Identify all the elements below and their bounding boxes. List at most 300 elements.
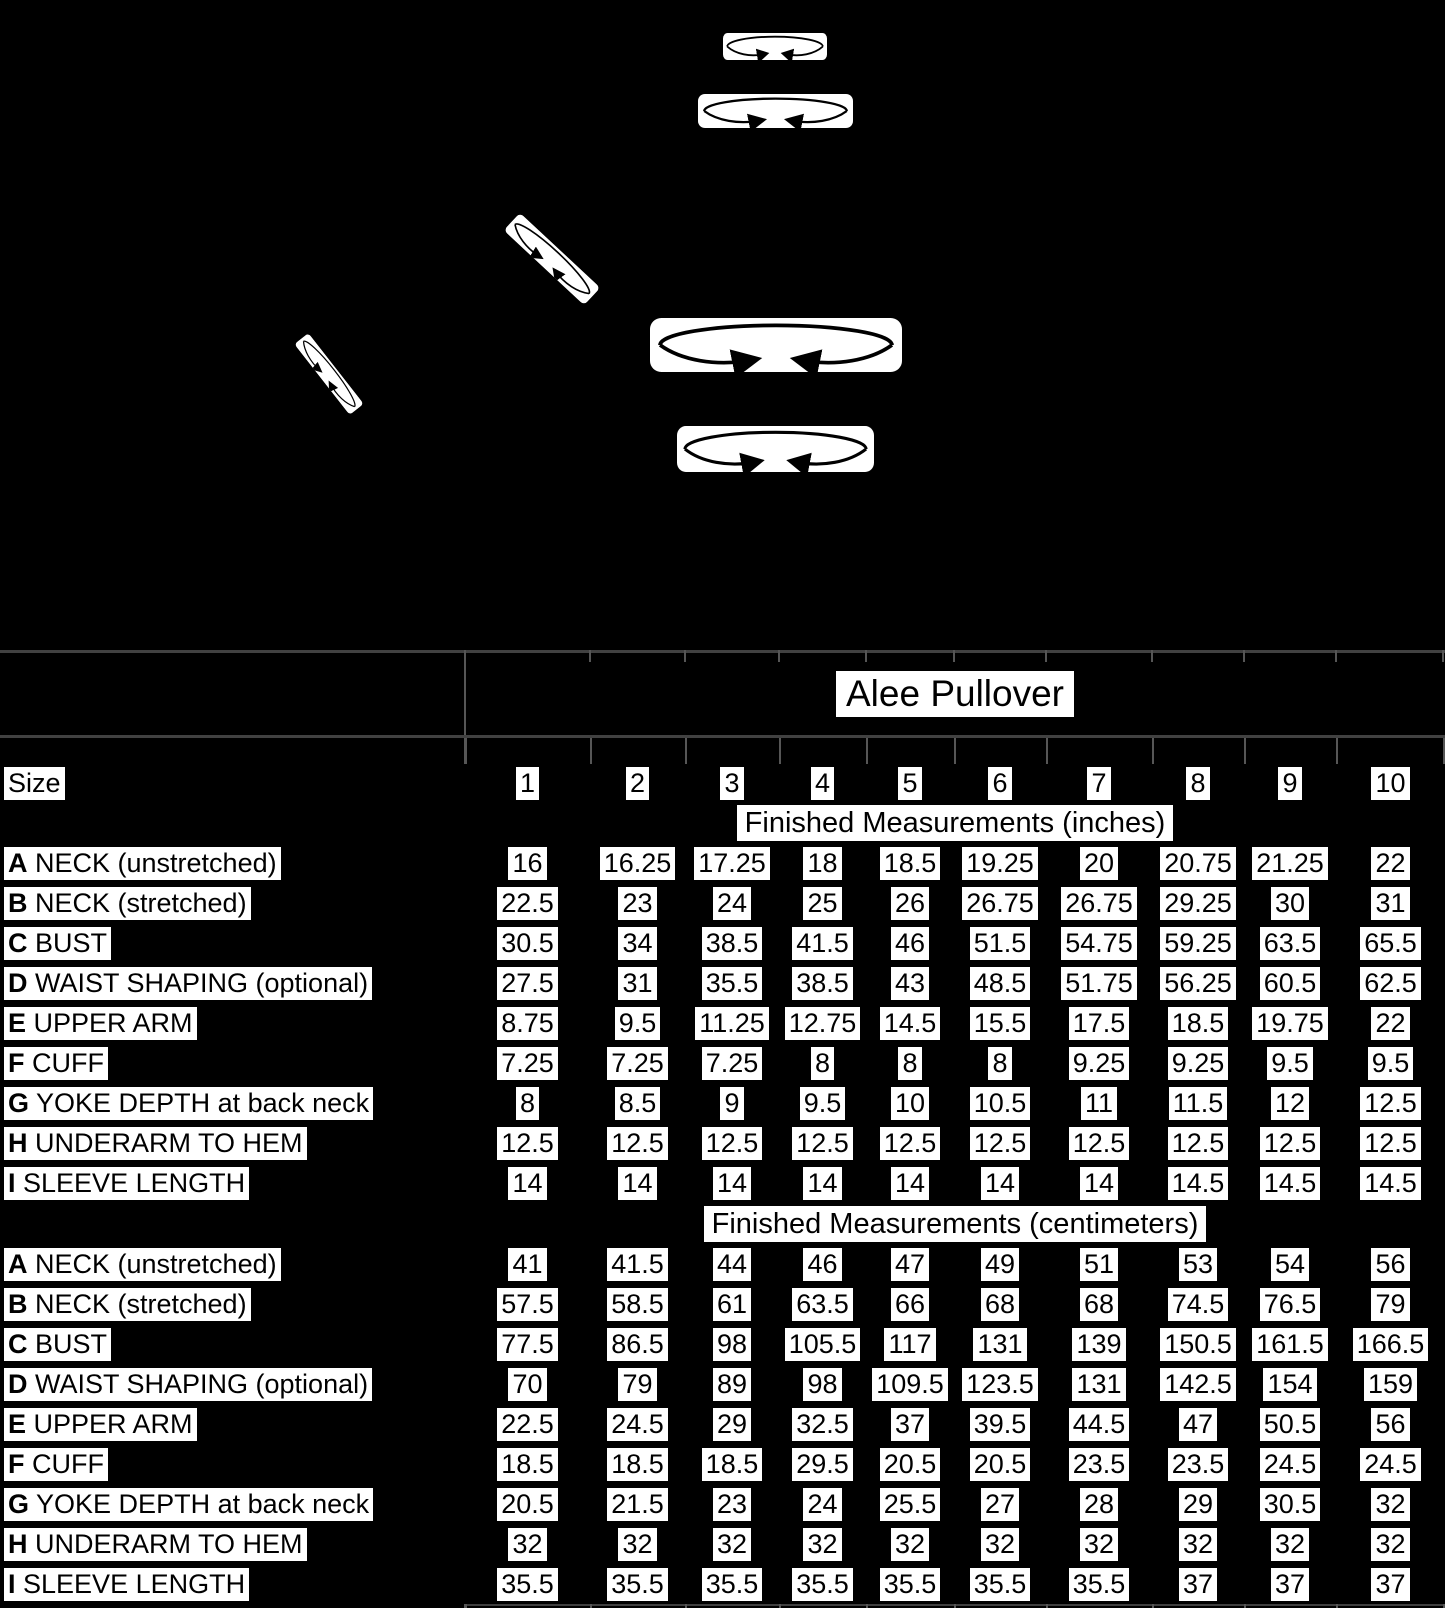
size-label-cell — [0, 767, 465, 800]
measurement-value: 57.5 — [497, 1288, 558, 1321]
measurement-label-cell — [0, 1047, 465, 1080]
measurement-label-cell — [0, 847, 465, 880]
size-header-row — [0, 764, 1445, 802]
measurement-value: 58.5 — [607, 1288, 668, 1321]
measurement-value-cell — [685, 847, 779, 880]
measurement-value-cell — [1152, 967, 1244, 1000]
measurement-value: 12.75 — [785, 1007, 861, 1040]
measurement-row — [0, 843, 1445, 883]
measurement-value: 48.5 — [970, 967, 1031, 1000]
measurement-value-cell — [1244, 1528, 1336, 1561]
measurement-value: 161.5 — [1252, 1328, 1328, 1361]
measurement-value-cell — [1046, 1528, 1152, 1561]
measurement-value: 14 — [891, 1167, 929, 1200]
measurement-label: A NECK (unstretched) — [4, 1248, 281, 1281]
measurement-value-cell — [866, 1408, 954, 1441]
measurement-value: 8.75 — [497, 1007, 558, 1040]
measurement-value-cell — [954, 1288, 1046, 1321]
size-value: 10 — [1371, 767, 1409, 800]
measurement-value-cell — [954, 1408, 1046, 1441]
column-tick — [1046, 1604, 1048, 1608]
measurement-row — [0, 1324, 1445, 1364]
measurement-value: 16 — [508, 847, 546, 880]
measurement-value-cell — [866, 1528, 954, 1561]
measurement-value: 35.5 — [607, 1568, 668, 1601]
section-heading: Finished Measurements (inches) — [737, 805, 1174, 841]
measurement-value-cell — [866, 847, 954, 880]
column-tick — [866, 738, 868, 764]
measurement-value: 166.5 — [1353, 1328, 1429, 1361]
measurement-label: H UNDERARM TO HEM — [4, 1528, 307, 1561]
measurement-value: 12.5 — [607, 1127, 668, 1160]
measurement-label: E UPPER ARM — [4, 1408, 197, 1441]
measurement-value: 18 — [803, 847, 841, 880]
measurement-value-cell — [685, 1087, 779, 1120]
measurement-value-cell — [866, 1328, 954, 1361]
measurement-value: 32 — [803, 1528, 841, 1561]
measurement-value-cell — [685, 1248, 779, 1281]
measurement-value-cell — [1336, 847, 1445, 880]
measurement-value: 12.5 — [880, 1127, 941, 1160]
measurement-value-cell — [1336, 1488, 1445, 1521]
measurement-value-cell — [685, 1408, 779, 1441]
measurement-value-cell — [590, 887, 685, 920]
measurement-value-cell — [1244, 1368, 1336, 1401]
circumference-arrow-icon — [698, 94, 853, 128]
measurement-value: 98 — [803, 1368, 841, 1401]
measurement-value: 79 — [618, 1368, 656, 1401]
measurement-value: 31 — [618, 967, 656, 1000]
measurement-value: 37 — [1271, 1568, 1309, 1601]
measurement-value: 76.5 — [1260, 1288, 1321, 1321]
measurement-value-cell — [954, 1167, 1046, 1200]
measurement-value: 11 — [1081, 1087, 1117, 1120]
measurement-value: 24 — [803, 1488, 841, 1521]
measurement-value-cell — [779, 1408, 866, 1441]
measurement-value-cell — [685, 1568, 779, 1601]
measurement-value: 41 — [508, 1248, 546, 1281]
measurement-value-cell — [779, 887, 866, 920]
upper-arm-circumference-indicator — [504, 213, 601, 306]
measurement-value: 86.5 — [607, 1328, 668, 1361]
measurement-value-cell — [1336, 887, 1445, 920]
measurement-label: D WAIST SHAPING (optional) — [4, 967, 372, 1000]
measurement-label: H UNDERARM TO HEM — [4, 1127, 307, 1160]
measurement-value: 35.5 — [880, 1568, 941, 1601]
measurement-value: 10 — [891, 1087, 929, 1120]
measurement-value-cell — [954, 1328, 1046, 1361]
measurement-value: 26.75 — [962, 887, 1038, 920]
measurement-value-cell — [779, 1568, 866, 1601]
measurement-value-cell — [590, 847, 685, 880]
measurement-value-cell — [1152, 927, 1244, 960]
measurement-value-cell — [465, 1488, 590, 1521]
measurement-value: 22.5 — [497, 1408, 558, 1441]
measurement-label-cell — [0, 1007, 465, 1040]
measurement-value: 43 — [891, 967, 929, 1000]
measurement-value: 47 — [891, 1248, 929, 1281]
measurement-value-cell — [1336, 1568, 1445, 1601]
column-tick-row — [0, 738, 1445, 764]
measurement-value-cell — [1336, 1007, 1445, 1040]
measurement-value-cell — [1046, 1288, 1152, 1321]
measurement-value-cell — [465, 1448, 590, 1481]
section-heading: Finished Measurements (centimeters) — [704, 1206, 1207, 1242]
measurement-value: 25 — [803, 887, 841, 920]
measurement-value: 30.5 — [1260, 1488, 1321, 1521]
measurement-value-cell — [1046, 967, 1152, 1000]
measurement-value: 68 — [981, 1288, 1019, 1321]
measurement-value-cell — [1336, 1288, 1445, 1321]
measurement-value: 35.5 — [497, 1568, 558, 1601]
measurement-value: 32.5 — [792, 1408, 853, 1441]
measurement-label-cell — [0, 1288, 465, 1321]
measurement-value-cell — [465, 1328, 590, 1361]
measurement-value-cell — [1152, 1288, 1244, 1321]
measurement-value: 32 — [1179, 1528, 1217, 1561]
measurement-value-cell — [1244, 1328, 1336, 1361]
size-value-cell — [954, 767, 1046, 800]
measurement-value: 12 — [1271, 1087, 1309, 1120]
measurement-value-cell — [1152, 1127, 1244, 1160]
measurement-label: E UPPER ARM — [4, 1007, 197, 1040]
measurement-value-cell — [1244, 1007, 1336, 1040]
measurement-value: 159 — [1364, 1368, 1417, 1401]
measurement-value: 49 — [981, 1248, 1019, 1281]
measurement-value: 9 — [720, 1087, 743, 1120]
measurement-value-cell — [1152, 1007, 1244, 1040]
measurement-value-cell — [954, 1488, 1046, 1521]
measurement-row — [0, 1123, 1445, 1163]
measurement-label-cell — [0, 1568, 465, 1601]
measurement-value-cell — [465, 1368, 590, 1401]
measurement-value-cell — [685, 1328, 779, 1361]
measurement-value-cell — [954, 1568, 1046, 1601]
measurement-value-cell — [465, 1047, 590, 1080]
measurement-row — [0, 1083, 1445, 1123]
measurement-value-cell — [1046, 847, 1152, 880]
measurement-value: 32 — [891, 1528, 929, 1561]
measurement-value-cell — [866, 1007, 954, 1040]
measurement-value: 19.25 — [962, 847, 1038, 880]
measurement-value-cell — [1336, 1368, 1445, 1401]
measurement-value-cell — [1244, 1087, 1336, 1120]
column-tick — [865, 650, 867, 662]
measurement-value: 37 — [1179, 1568, 1217, 1601]
measurement-value-cell — [1244, 1127, 1336, 1160]
measurement-value-cell — [779, 1448, 866, 1481]
measurement-value: 29.25 — [1160, 887, 1236, 920]
measurement-value-cell — [590, 927, 685, 960]
measurement-value: 14 — [713, 1167, 751, 1200]
section-heading-row — [0, 802, 1445, 843]
measurement-value-cell — [1336, 1167, 1445, 1200]
section-heading-cell — [465, 805, 1445, 841]
size-value: 6 — [988, 767, 1011, 800]
measurement-value-cell — [590, 1368, 685, 1401]
measurement-value: 35.5 — [792, 1568, 853, 1601]
column-tick — [1335, 650, 1337, 662]
measurement-value: 68 — [1080, 1288, 1118, 1321]
measurement-value-cell — [590, 1127, 685, 1160]
circumference-arrow-icon — [650, 318, 902, 372]
measurement-label: A NECK (unstretched) — [4, 847, 281, 880]
measurement-value: 10.5 — [970, 1087, 1031, 1120]
measurement-row — [0, 1364, 1445, 1404]
table-title: Alee Pullover — [836, 671, 1074, 717]
measurement-label: F CUFF — [4, 1047, 108, 1080]
measurement-value: 9.5 — [800, 1087, 846, 1120]
measurement-value: 22 — [1371, 847, 1409, 880]
measurement-value: 61 — [713, 1288, 751, 1321]
measurement-value-cell — [779, 1488, 866, 1521]
measurement-value: 39.5 — [970, 1408, 1031, 1441]
measurement-value-cell — [866, 1368, 954, 1401]
measurement-value-cell — [779, 1368, 866, 1401]
measurement-value: 35.5 — [1069, 1568, 1130, 1601]
measurement-value: 8 — [898, 1047, 921, 1080]
measurement-label-cell — [0, 1368, 465, 1401]
measurement-value-cell — [1244, 967, 1336, 1000]
column-divider — [464, 650, 466, 735]
measurement-value-cell — [779, 927, 866, 960]
measurement-value: 59.25 — [1160, 927, 1236, 960]
measurement-value-cell — [866, 1288, 954, 1321]
size-value: 4 — [811, 767, 834, 800]
measurement-value-cell — [1046, 1127, 1152, 1160]
column-tick — [1336, 1604, 1338, 1608]
measurement-value-cell — [590, 1167, 685, 1200]
measurement-row — [0, 1404, 1445, 1444]
measurement-value: 70 — [508, 1368, 546, 1401]
measurement-value-cell — [1152, 1047, 1244, 1080]
measurement-value: 56 — [1371, 1248, 1409, 1281]
measurement-label-cell — [0, 1328, 465, 1361]
measurement-label-cell — [0, 1448, 465, 1481]
measurement-value-cell — [590, 1328, 685, 1361]
measurement-value-cell — [779, 1288, 866, 1321]
measurement-label: G YOKE DEPTH at back neck — [4, 1488, 373, 1521]
measurement-label-cell — [0, 1408, 465, 1441]
size-value: 5 — [898, 767, 921, 800]
measurement-value: 18.5 — [702, 1448, 763, 1481]
measurement-value: 28 — [1080, 1488, 1118, 1521]
measurement-value-cell — [1244, 847, 1336, 880]
measurement-value: 117 — [884, 1328, 935, 1361]
measurement-value: 22.5 — [497, 887, 558, 920]
measurement-value-cell — [779, 1127, 866, 1160]
measurement-value: 21.25 — [1252, 847, 1328, 880]
size-value-cell — [685, 767, 779, 800]
measurement-label: I SLEEVE LENGTH — [4, 1167, 249, 1200]
measurement-value: 12.5 — [792, 1127, 853, 1160]
measurement-row — [0, 963, 1445, 1003]
measurement-value-cell — [1244, 1047, 1336, 1080]
schematic — [0, 0, 1445, 650]
size-value: 2 — [626, 767, 649, 800]
table-header-row — [0, 650, 1445, 738]
measurement-value-cell — [685, 1288, 779, 1321]
column-tick — [779, 1604, 781, 1608]
measurement-row — [0, 923, 1445, 963]
measurement-value: 29.5 — [792, 1448, 853, 1481]
measurement-value: 12.5 — [1168, 1127, 1229, 1160]
measurements-table — [0, 650, 1445, 1608]
cuff-circumference-indicator — [294, 333, 364, 415]
measurement-value: 150.5 — [1160, 1328, 1236, 1361]
measurement-value-cell — [954, 1368, 1046, 1401]
measurement-value: 12.5 — [1260, 1127, 1321, 1160]
measurement-value-cell — [954, 887, 1046, 920]
column-tick — [589, 650, 591, 662]
column-tick — [1152, 1604, 1154, 1608]
measurement-value: 18.5 — [607, 1448, 668, 1481]
measurement-value: 65.5 — [1360, 927, 1421, 960]
column-tick — [590, 1604, 592, 1608]
measurement-value-cell — [465, 1288, 590, 1321]
measurement-value-cell — [590, 1528, 685, 1561]
measurement-value-cell — [866, 1047, 954, 1080]
measurement-value: 47 — [1179, 1408, 1217, 1441]
measurement-value: 24.5 — [1360, 1448, 1421, 1481]
measurement-value: 24.5 — [607, 1408, 668, 1441]
measurement-value-cell — [590, 1488, 685, 1521]
measurement-value: 41.5 — [792, 927, 853, 960]
measurement-label-cell — [0, 1087, 465, 1120]
measurement-value: 14 — [1080, 1167, 1118, 1200]
measurement-value: 63.5 — [792, 1288, 853, 1321]
measurement-value: 7.25 — [702, 1047, 763, 1080]
measurement-value: 17.5 — [1069, 1007, 1130, 1040]
measurement-value: 19.75 — [1252, 1007, 1328, 1040]
column-tick — [684, 650, 686, 662]
measurement-value: 12.5 — [970, 1127, 1031, 1160]
measurement-value: 38.5 — [702, 927, 763, 960]
column-tick — [1046, 738, 1048, 764]
measurement-value: 34 — [618, 927, 656, 960]
measurement-value: 35.5 — [702, 1568, 763, 1601]
measurement-value: 30 — [1271, 887, 1309, 920]
measurement-label-cell — [0, 1127, 465, 1160]
measurement-value-cell — [1336, 1528, 1445, 1561]
column-tick — [465, 1604, 467, 1608]
measurement-label-cell — [0, 1167, 465, 1200]
measurement-value-cell — [1244, 1448, 1336, 1481]
measurement-value: 12.5 — [702, 1127, 763, 1160]
size-value: 7 — [1087, 767, 1110, 800]
measurement-value: 8 — [988, 1047, 1011, 1080]
measurement-value-cell — [590, 1047, 685, 1080]
measurement-value-cell — [590, 1288, 685, 1321]
measurement-value-cell — [1244, 887, 1336, 920]
measurement-row — [0, 1564, 1445, 1604]
measurement-value-cell — [685, 1047, 779, 1080]
waist-circumference-indicator — [677, 426, 874, 472]
measurement-value-cell — [1152, 1488, 1244, 1521]
measurement-value: 37 — [891, 1408, 929, 1441]
measurement-value: 154 — [1263, 1368, 1316, 1401]
size-value: 9 — [1278, 767, 1301, 800]
measurement-value: 11.25 — [695, 1007, 769, 1040]
measurement-value-cell — [779, 1248, 866, 1281]
measurement-value-cell — [954, 1248, 1046, 1281]
column-tick — [1152, 738, 1154, 764]
measurement-value-cell — [954, 1047, 1046, 1080]
measurement-value-cell — [590, 1087, 685, 1120]
measurement-value-cell — [1336, 967, 1445, 1000]
measurement-value-cell — [1152, 1328, 1244, 1361]
measurement-value-cell — [954, 1448, 1046, 1481]
measurement-value: 56.25 — [1160, 967, 1236, 1000]
measurement-value-cell — [1336, 1408, 1445, 1441]
measurement-value: 139 — [1072, 1328, 1125, 1361]
column-tick — [778, 650, 780, 662]
column-tick — [1243, 650, 1245, 662]
measurement-value-cell — [954, 1007, 1046, 1040]
measurement-value: 51.5 — [970, 927, 1031, 960]
measurement-label: C BUST — [4, 1328, 111, 1361]
measurement-row — [0, 1003, 1445, 1043]
column-tick — [1442, 650, 1444, 662]
measurement-value: 7.25 — [607, 1047, 668, 1080]
measurement-value-cell — [954, 927, 1046, 960]
measurement-value: 31 — [1371, 887, 1409, 920]
column-tick — [954, 1604, 956, 1608]
measurement-value-cell — [685, 1528, 779, 1561]
measurement-value-cell — [465, 1007, 590, 1040]
measurement-row — [0, 1163, 1445, 1203]
measurement-value-cell — [1152, 1248, 1244, 1281]
measurement-value-cell — [866, 967, 954, 1000]
measurement-value: 54.75 — [1061, 927, 1137, 960]
measurement-value-cell — [954, 1528, 1046, 1561]
size-value: 3 — [720, 767, 743, 800]
measurement-value-cell — [779, 1528, 866, 1561]
measurement-value-cell — [866, 1167, 954, 1200]
measurement-value-cell — [590, 1568, 685, 1601]
measurement-value-cell — [1152, 847, 1244, 880]
measurement-value-cell — [1152, 887, 1244, 920]
measurement-value-cell — [1046, 1368, 1152, 1401]
measurement-value-cell — [465, 1528, 590, 1561]
measurement-value-cell — [1152, 1167, 1244, 1200]
measurement-label-cell — [0, 1488, 465, 1521]
measurement-value: 16.25 — [600, 847, 676, 880]
measurement-value-cell — [1046, 1007, 1152, 1040]
neck-circumference-indicator — [723, 33, 827, 60]
measurement-row — [0, 1484, 1445, 1524]
measurement-value-cell — [590, 1007, 685, 1040]
measurement-value: 14 — [803, 1167, 841, 1200]
measurement-value: 12.5 — [1360, 1087, 1421, 1120]
measurement-value-cell — [685, 1368, 779, 1401]
measurement-value: 98 — [713, 1328, 751, 1361]
measurement-value: 8 — [516, 1087, 539, 1120]
measurement-value: 38.5 — [792, 967, 853, 1000]
measurement-value: 46 — [891, 927, 929, 960]
measurement-value: 105.5 — [785, 1328, 861, 1361]
measurement-value: 131 — [1072, 1368, 1125, 1401]
size-label: Size — [4, 767, 65, 800]
measurement-value: 109.5 — [872, 1368, 948, 1401]
measurement-value: 11.5 — [1169, 1087, 1228, 1120]
measurement-value: 25.5 — [880, 1488, 941, 1521]
size-value-cell — [465, 767, 590, 800]
measurement-value-cell — [1244, 1288, 1336, 1321]
measurement-label: D WAIST SHAPING (optional) — [4, 1368, 372, 1401]
measurement-value: 20.5 — [970, 1448, 1031, 1481]
measurement-value: 26 — [891, 887, 929, 920]
